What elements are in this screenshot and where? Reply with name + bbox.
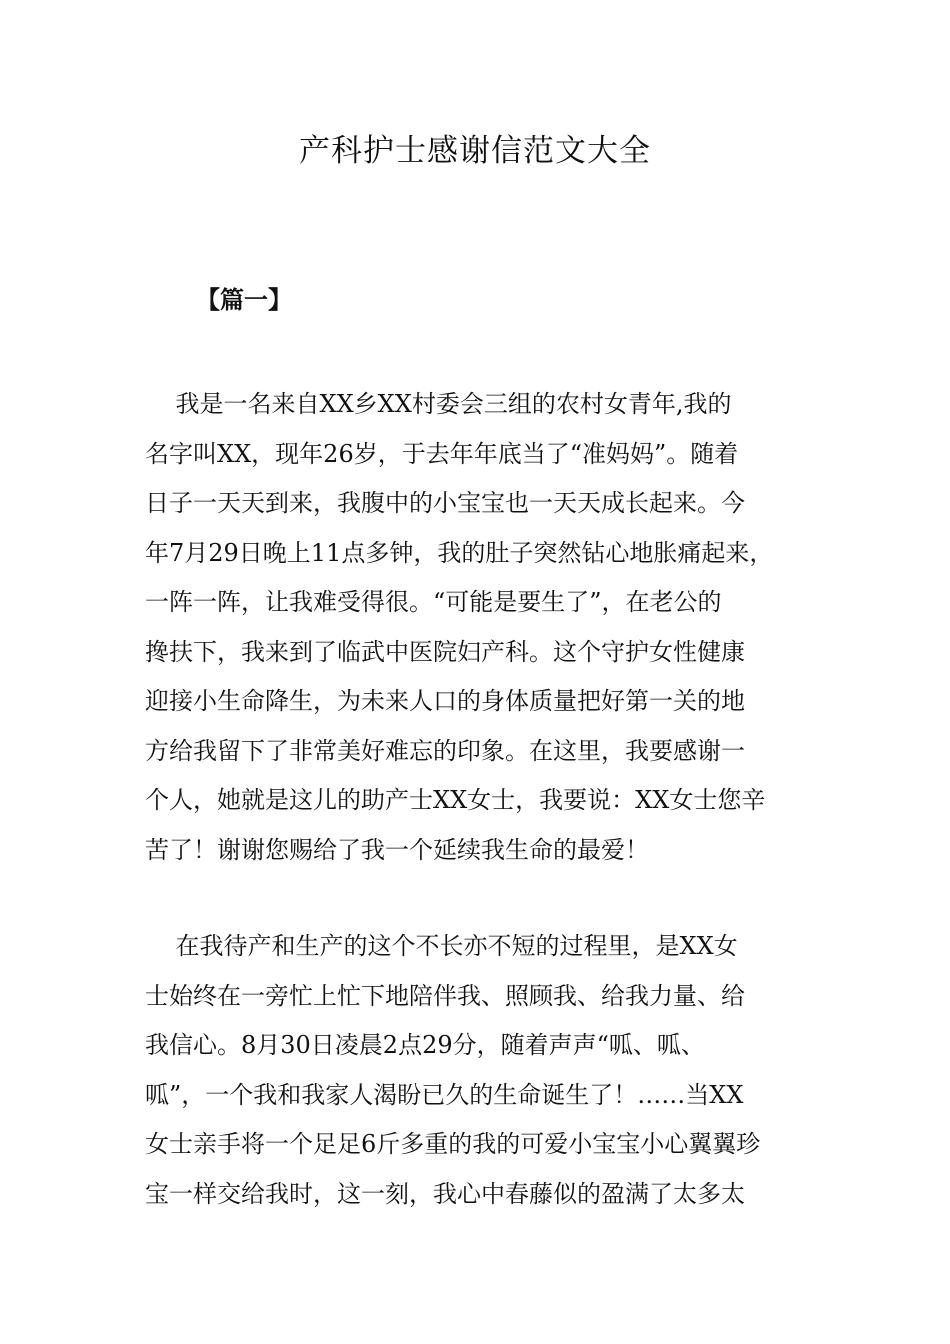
paragraph-line: 搀扶下，我来到了临武中医院妇产科。这个守护女性健康 <box>145 637 745 666</box>
paragraph-line: 迎接小生命降生，为未来人口的身体质量把好第一关的地 <box>145 687 745 715</box>
document-title: 产科护士感谢信范文大全 <box>299 133 651 169</box>
paragraph-line: 士始终在一旁忙上忙下地陪伴我、照顾我、给我力量、给 <box>145 981 745 1010</box>
paragraph-line: 我是一名来自XX乡XX村委会三组的农村女青年,我的 <box>145 390 732 418</box>
paragraph-line: 个人，她就是这儿的助产士XX女士，我要说：XX女士您辛 <box>145 786 766 814</box>
paragraph-line: 方给我留下了非常美好难忘的印象。在这里，我要感谢一 <box>145 736 745 765</box>
paragraph-line: 名字叫XX，现年26岁，于去年年底当了“准妈妈”。随着 <box>145 439 739 468</box>
paragraph-line: 呱”，一个我和我家人渴盼已久的生命诞生了！……当XX <box>145 1080 744 1109</box>
paragraph-line: 苦了！谢谢您赐给了我一个延续我生命的最爱！ <box>145 835 649 864</box>
paragraph-line: 一阵一阵，让我难受得很。“可能是要生了”，在老公的 <box>145 588 722 616</box>
paragraph-1 <box>145 380 815 875</box>
paragraph-line: 在我待产和生产的这个不长亦不短的过程里，是XX女 <box>145 932 738 960</box>
paragraph-line: 日子一天天到来，我腹中的小宝宝也一天天成长起来。今 <box>145 489 745 517</box>
paragraph-line: 我信心。8月30日凌晨2点29分，随着声声“呱、呱、 <box>145 1031 705 1059</box>
paragraph-line: 女士亲手将一个足足6斤多重的我的可爱小宝宝小心翼翼珍 <box>145 1130 761 1158</box>
paragraph-line: 年7月29日晚上11点多钟，我的肚子突然钻心地胀痛起来， <box>145 538 774 567</box>
paragraph-2 <box>145 922 815 1219</box>
section-label: 【篇一】 <box>196 285 292 314</box>
paragraph-line: 宝一样交给我时，这一刻，我心中春藤似的盈满了太多太 <box>145 1179 745 1208</box>
